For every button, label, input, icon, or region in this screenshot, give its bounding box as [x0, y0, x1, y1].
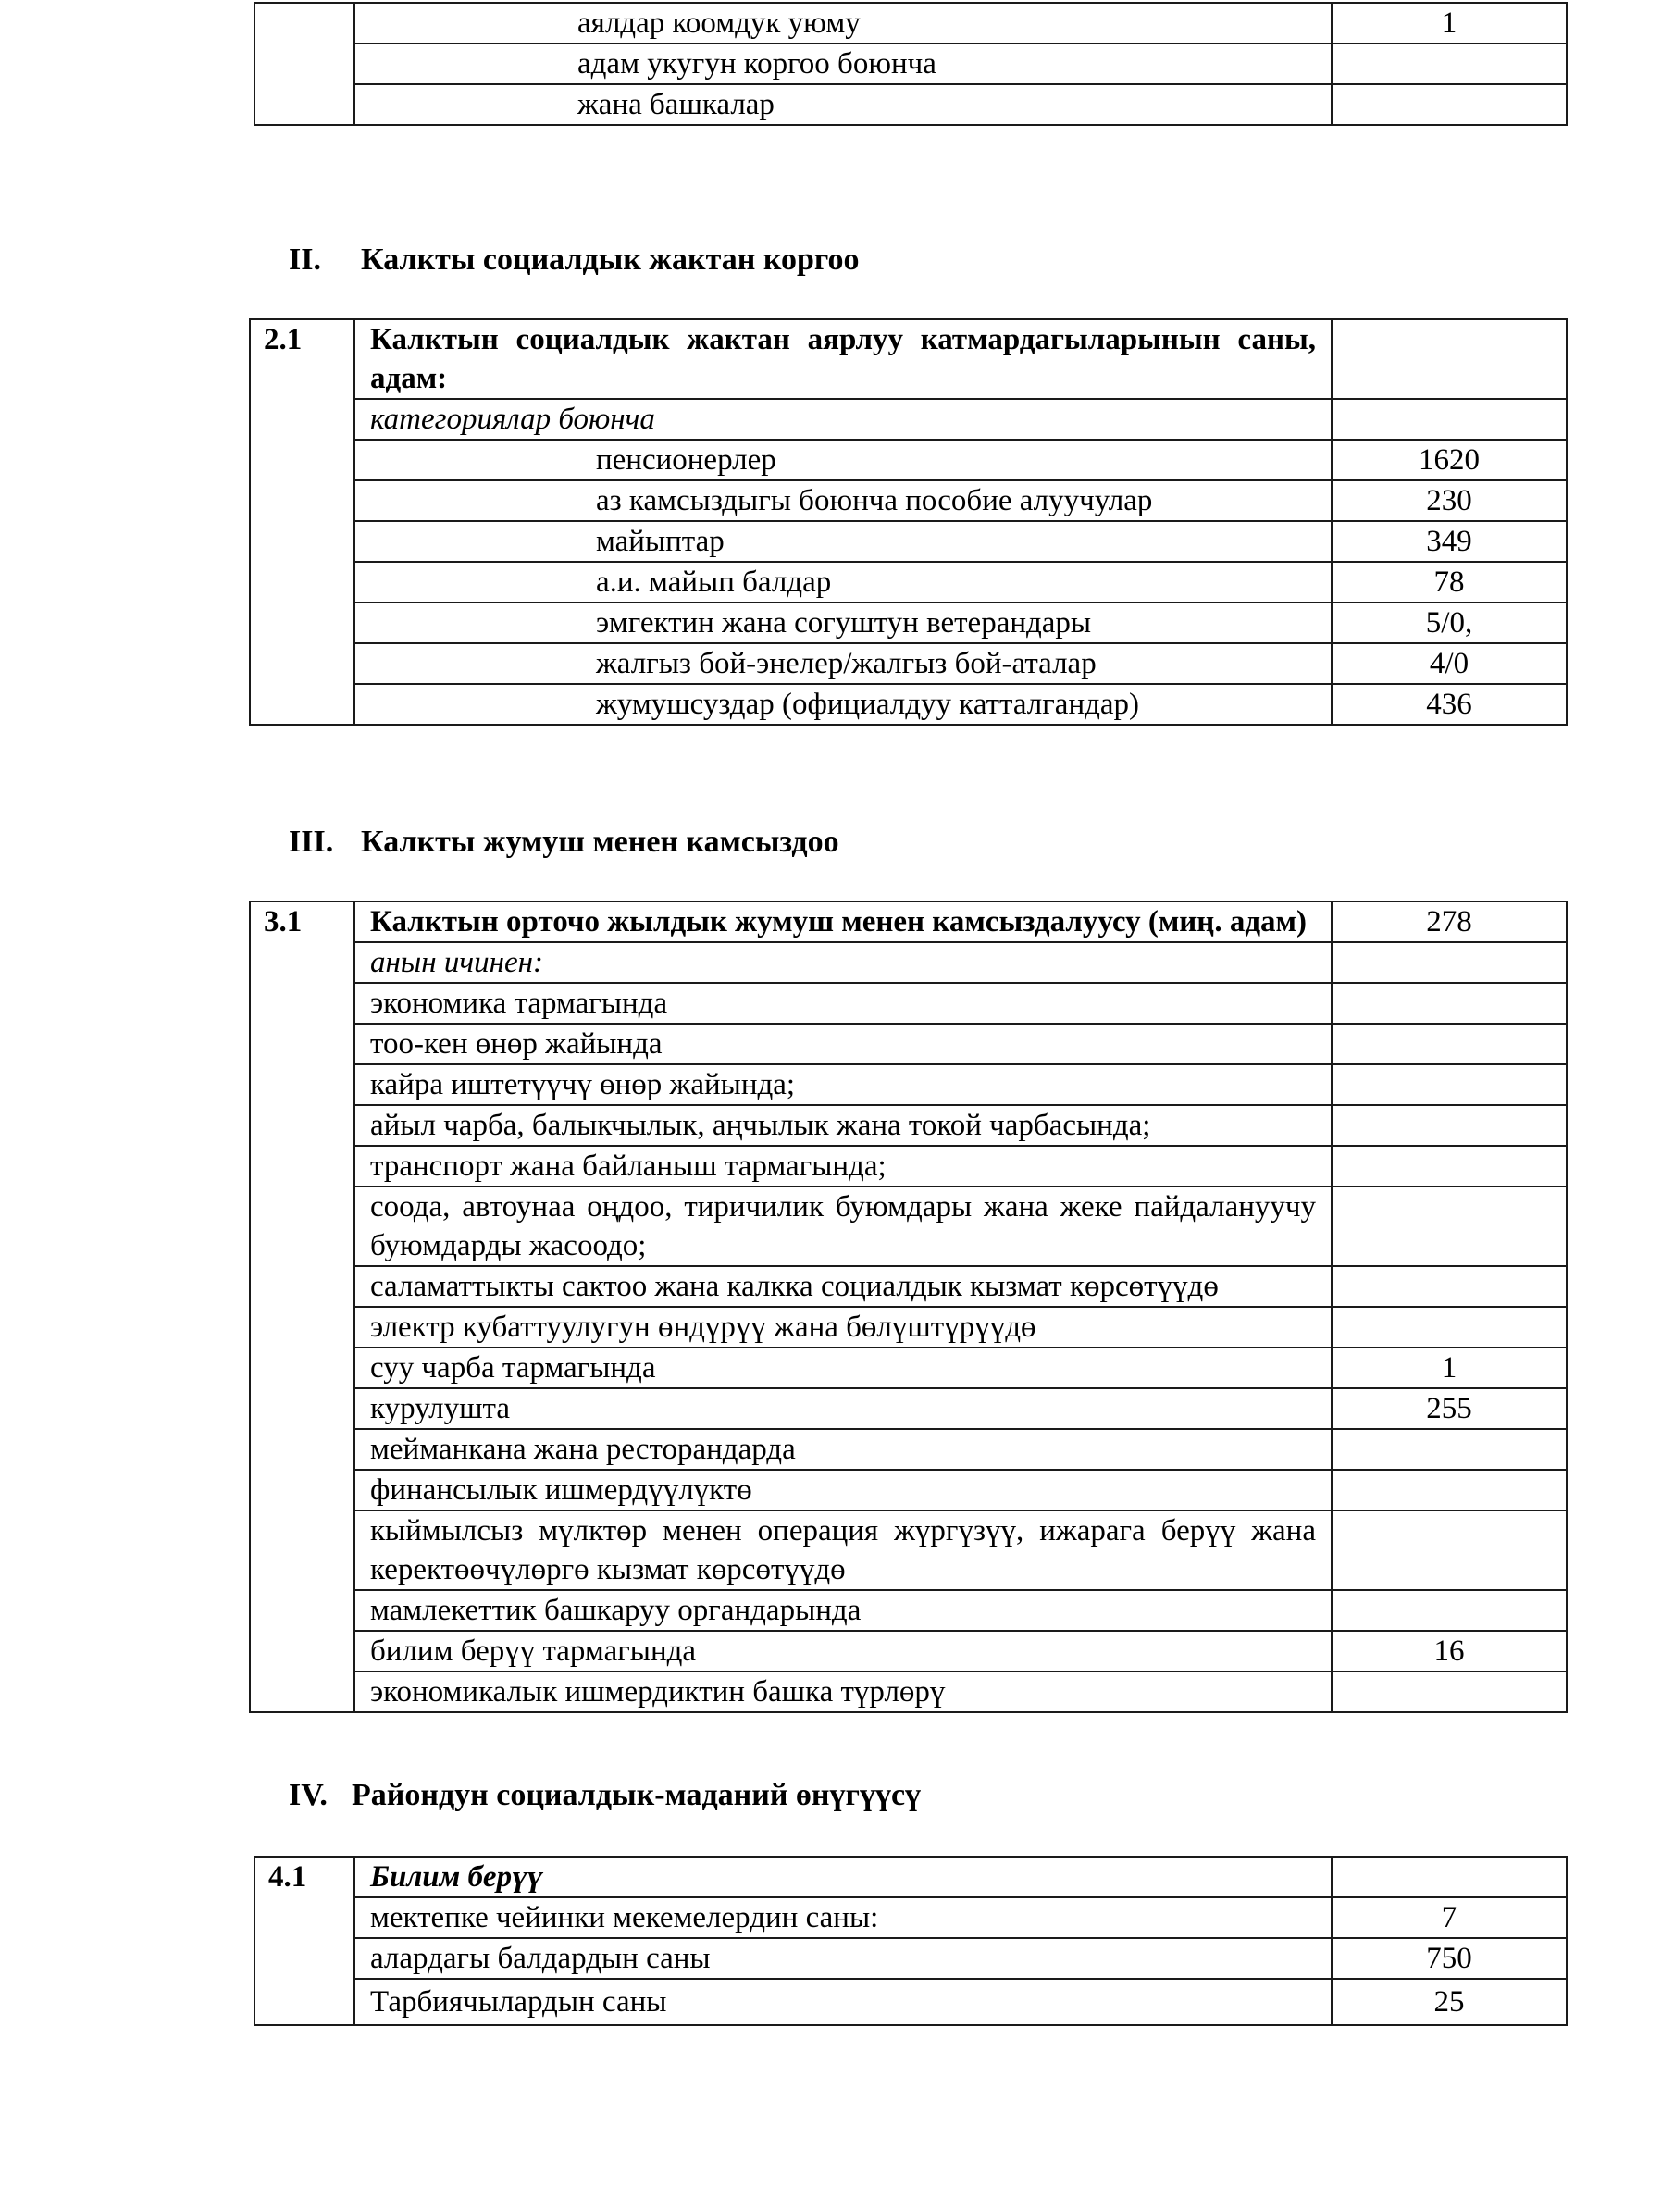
row-value: 1 — [1332, 1348, 1567, 1388]
row-label: алардагы балдардын саны — [354, 1938, 1332, 1979]
row-value — [1332, 84, 1567, 125]
table-subheader-label: категориялар боюнча — [354, 399, 1332, 440]
table-subheader-row — [250, 399, 1567, 440]
table-row — [250, 562, 1567, 603]
row-value — [1332, 43, 1567, 84]
employment-table — [249, 901, 1568, 1713]
row-value — [1332, 1187, 1567, 1266]
row-value — [1332, 1590, 1567, 1631]
row-label: пенсионерлер — [354, 440, 1332, 480]
table-header-row — [250, 319, 1567, 399]
row-code: 4.1 — [254, 1857, 354, 2025]
row-value — [1332, 1470, 1567, 1510]
row-value — [1332, 942, 1567, 983]
table-header-label: Калктын социалдык жактан аярлуу катмардагыларынын саны, адам: — [354, 319, 1332, 399]
row-label: жана башкалар — [354, 84, 1332, 125]
row-label: мектепке чейинки мекемелердин саны: — [354, 1897, 1332, 1938]
row-value: 1 — [1332, 3, 1567, 43]
row-label: эмгектин жана согуштун ветерандары — [354, 603, 1332, 643]
row-label: экономикалык ишмердиктин башка түрлөрү — [354, 1671, 1332, 1712]
row-label: майыптар — [354, 521, 1332, 562]
table-subheader-row — [250, 942, 1567, 983]
row-label: электр кубаттуулугун өндүрүү жана бөлүштүрүүдө — [354, 1307, 1332, 1348]
section-3-heading — [289, 825, 839, 860]
row-value — [1332, 1105, 1567, 1146]
table-row — [250, 1388, 1567, 1429]
table-row — [250, 1429, 1567, 1470]
section-4-heading — [289, 1778, 921, 1813]
row-label: айыл чарба, балыкчылык, аңчылык жана токой чарбасында; — [354, 1105, 1332, 1146]
row-value — [1332, 1857, 1567, 1897]
row-label: курулушта — [354, 1388, 1332, 1429]
table-row — [254, 84, 1567, 125]
table-row — [250, 440, 1567, 480]
row-value — [1332, 1024, 1567, 1064]
row-value — [1332, 319, 1567, 399]
table-row — [254, 43, 1567, 84]
table-row — [254, 1979, 1567, 2025]
table-header-row — [254, 1857, 1567, 1897]
row-label: суу чарба тармагында — [354, 1348, 1332, 1388]
table-row — [250, 1590, 1567, 1631]
row-value — [1332, 399, 1567, 440]
row-value: 230 — [1332, 480, 1567, 521]
table-row — [250, 1671, 1567, 1712]
section-2-heading — [289, 242, 860, 278]
row-label: аз камсыздыгы боюнча пособие алуучулар — [354, 480, 1332, 521]
table-row — [250, 1024, 1567, 1064]
table-row — [250, 684, 1567, 725]
row-label: адам укугун коргоо боюнча — [354, 43, 1332, 84]
row-label: саламаттыкты сактоо жана калкка социалдык кызмат көрсөтүүдө — [354, 1266, 1332, 1307]
section-title: Калкты социалдык жактан коргоо — [361, 242, 860, 277]
table-row — [250, 1064, 1567, 1105]
row-label: жумушсуздар (официалдуу катталгандар) — [354, 684, 1332, 725]
row-label: соода, автоунаа оңдоо, тиричилик буюмдары жана жеке пайдалануучу буюмдарды жасоодо; — [354, 1187, 1332, 1266]
table-row — [254, 1897, 1567, 1938]
table-header-label: Билим берүү — [354, 1857, 1332, 1897]
row-value: 25 — [1332, 1979, 1567, 2025]
section-title: Калкты жумуш менен камсыздоо — [361, 825, 839, 859]
row-label: Тарбиячылардын саны — [354, 1979, 1332, 2025]
table-row — [254, 3, 1567, 43]
row-value — [1332, 1266, 1567, 1307]
table-header-label: Калктын орточо жылдык жумуш менен камсыздалуусу (миң. адам) — [354, 901, 1332, 942]
table-row — [254, 1938, 1567, 1979]
row-value — [1332, 1510, 1567, 1590]
row-value — [1332, 1429, 1567, 1470]
section-number: III. — [289, 825, 334, 859]
row-value — [1332, 1146, 1567, 1187]
row-value: 436 — [1332, 684, 1567, 725]
table-row — [250, 480, 1567, 521]
row-label: аялдар коомдук уюму — [354, 3, 1332, 43]
table-row — [250, 1510, 1567, 1590]
code-cell-empty — [254, 3, 354, 125]
row-value — [1332, 1671, 1567, 1712]
row-value: 4/0 — [1332, 643, 1567, 684]
row-value: 7 — [1332, 1897, 1567, 1938]
table-row — [250, 603, 1567, 643]
table-row — [250, 521, 1567, 562]
table-row — [250, 1307, 1567, 1348]
table-header-row — [250, 901, 1567, 942]
section-number: II. — [289, 242, 321, 277]
top-table — [254, 2, 1568, 126]
section-title: Райондун социалдык-маданий өнүгүүсү — [352, 1778, 922, 1812]
row-code: 3.1 — [250, 901, 354, 1712]
row-label: мейманкана жана ресторандарда — [354, 1429, 1332, 1470]
row-value: 1620 — [1332, 440, 1567, 480]
social-protection-table — [249, 318, 1568, 726]
row-label: кайра иштетүүчү өнөр жайында; — [354, 1064, 1332, 1105]
table-row — [250, 1631, 1567, 1671]
row-value: 750 — [1332, 1938, 1567, 1979]
education-table — [254, 1856, 1568, 2026]
table-row — [250, 983, 1567, 1024]
row-value — [1332, 1307, 1567, 1348]
row-value — [1332, 983, 1567, 1024]
table-row — [250, 1187, 1567, 1266]
row-value: 5/0, — [1332, 603, 1567, 643]
table-row — [250, 643, 1567, 684]
section-number: IV. — [289, 1778, 328, 1812]
row-value: 255 — [1332, 1388, 1567, 1429]
table-row — [250, 1146, 1567, 1187]
table-row — [250, 1266, 1567, 1307]
row-label: финансылык ишмердүүлүктө — [354, 1470, 1332, 1510]
row-label: а.и. майып балдар — [354, 562, 1332, 603]
row-label: тоо-кен өнөр жайында — [354, 1024, 1332, 1064]
table-row — [250, 1348, 1567, 1388]
row-label: кыймылсыз мүлктөр менен операция жүргүзүү, ижарага берүү жана керектөөчүлөргө кызмат көрсөтүүдө — [354, 1510, 1332, 1590]
table-row — [250, 1105, 1567, 1146]
row-value: 16 — [1332, 1631, 1567, 1671]
row-label: билим берүү тармагында — [354, 1631, 1332, 1671]
row-value — [1332, 1064, 1567, 1105]
table-subheader-label: анын ичинен: — [354, 942, 1332, 983]
row-value: 278 — [1332, 901, 1567, 942]
table-row — [250, 1470, 1567, 1510]
row-label: жалгыз бой-энелер/жалгыз бой-аталар — [354, 643, 1332, 684]
row-value: 78 — [1332, 562, 1567, 603]
row-label: мамлекеттик башкаруу органдарында — [354, 1590, 1332, 1631]
row-code: 2.1 — [250, 319, 354, 725]
row-label: транспорт жана байланыш тармагында; — [354, 1146, 1332, 1187]
row-value: 349 — [1332, 521, 1567, 562]
row-label: экономика тармагында — [354, 983, 1332, 1024]
